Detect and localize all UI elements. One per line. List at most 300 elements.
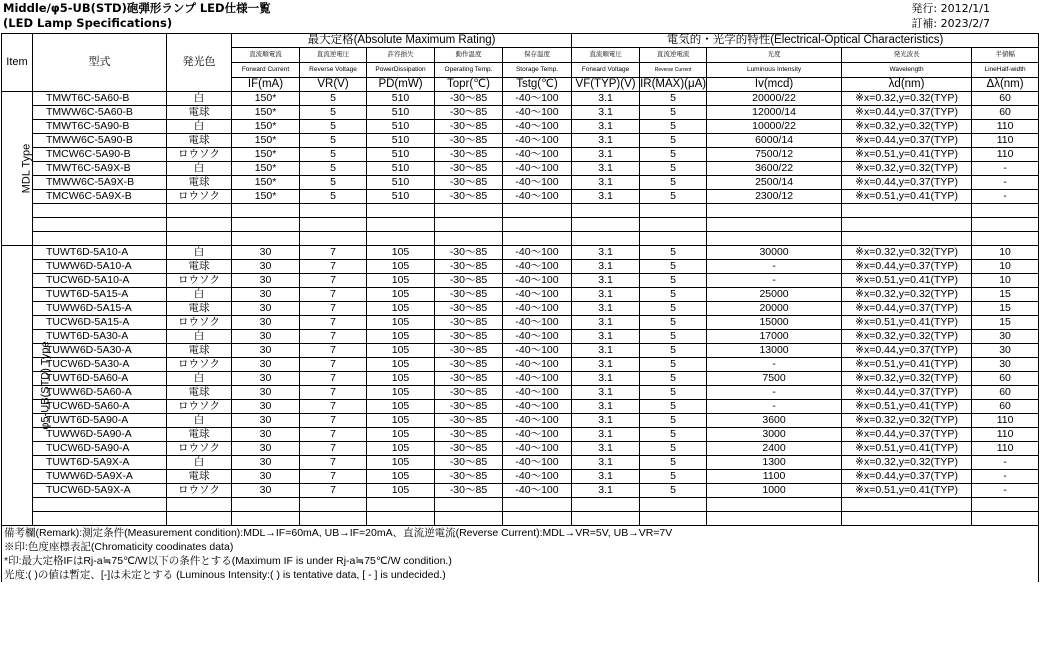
blank-cell xyxy=(232,512,300,526)
column-header-jp: 半値幅 xyxy=(972,48,1039,63)
cell-color: ロウソク xyxy=(167,400,232,414)
cell-power-dissipation: 105 xyxy=(367,442,435,456)
cell-color: 電球 xyxy=(167,134,232,148)
group-label xyxy=(2,246,52,526)
cell-angle: 60 xyxy=(972,400,1039,414)
cell-forward-voltage: 3.1 xyxy=(572,484,640,498)
cell-angle: 15 xyxy=(972,302,1039,316)
cell-storage-temp: -40～100 xyxy=(503,120,572,134)
cell-model: TUWW6D-5A30-A xyxy=(33,344,167,358)
blank-cell xyxy=(300,218,367,232)
blank-cell xyxy=(707,232,842,246)
cell-power-dissipation: 105 xyxy=(367,260,435,274)
table-row xyxy=(2,134,1039,148)
cell-angle: - xyxy=(972,190,1039,204)
cell-forward-current: 30 xyxy=(232,456,300,470)
blank-cell xyxy=(435,218,503,232)
cell-forward-current: 30 xyxy=(232,484,300,498)
blank-cell xyxy=(33,232,167,246)
blank-cell xyxy=(435,204,503,218)
cell-reverse-current: 5 xyxy=(640,134,707,148)
cell-forward-voltage: 3.1 xyxy=(572,134,640,148)
cell-forward-voltage: 3.1 xyxy=(572,372,640,386)
cell-forward-voltage: 3.1 xyxy=(572,428,640,442)
cell-angle: 110 xyxy=(972,428,1039,442)
cell-reverse-current: 5 xyxy=(640,260,707,274)
column-header-jp: 保存温度 xyxy=(503,48,572,63)
cell-reverse-current: 5 xyxy=(640,484,707,498)
cell-angle: 110 xyxy=(972,148,1039,162)
column-header-jp: 直流順電圧 xyxy=(572,48,640,63)
cell-color: 白 xyxy=(167,246,232,260)
column-header-en: Storage Temp. xyxy=(503,63,572,78)
cell-color: 電球 xyxy=(167,386,232,400)
cell-color: 電球 xyxy=(167,428,232,442)
cell-forward-voltage: 3.1 xyxy=(572,400,640,414)
cell-forward-current: 150* xyxy=(232,162,300,176)
cell-reverse-voltage: 7 xyxy=(300,330,367,344)
cell-reverse-current: 5 xyxy=(640,162,707,176)
cell-storage-temp: -40～100 xyxy=(503,358,572,372)
blank-cell xyxy=(842,232,972,246)
table-row xyxy=(2,120,1039,134)
cell-model: TUWT6D-5A60-A xyxy=(33,372,167,386)
cell-luminous-intensity: 30000 xyxy=(707,246,842,260)
cell-reverse-voltage: 7 xyxy=(300,484,367,498)
cell-reverse-voltage: 5 xyxy=(300,106,367,120)
blank-cell xyxy=(33,512,167,526)
cell-angle: 10 xyxy=(972,260,1039,274)
blank-cell xyxy=(972,204,1039,218)
cell-luminous-intensity: 20000 xyxy=(707,302,842,316)
cell-power-dissipation: 105 xyxy=(367,344,435,358)
cell-storage-temp: -40～100 xyxy=(503,414,572,428)
cell-power-dissipation: 105 xyxy=(367,330,435,344)
cell-storage-temp: -40～100 xyxy=(503,148,572,162)
cell-forward-current: 150* xyxy=(232,106,300,120)
document-subtitle: (LED Lamp Specifications) xyxy=(3,16,173,30)
cell-luminous-intensity: - xyxy=(707,358,842,372)
blank-cell xyxy=(972,218,1039,232)
table-row xyxy=(2,190,1039,204)
cell-reverse-voltage: 5 xyxy=(300,134,367,148)
column-header-en: LineHalf-width xyxy=(972,63,1039,78)
cell-model: TUCW6D-5A15-A xyxy=(33,316,167,330)
cell-operating-temp: -30～85 xyxy=(435,162,503,176)
column-unit: Δλ(nm) xyxy=(972,78,1039,92)
remark-row xyxy=(2,554,1039,568)
cell-chromaticity: ※x=0.51,y=0.41(TYP) xyxy=(842,442,972,456)
column-unit: λd(nm) xyxy=(842,78,972,92)
max-rating-group-header: 最大定格(Absolute Maximum Rating) xyxy=(232,34,572,48)
cell-model: TUWT6D-5A9X-A xyxy=(33,456,167,470)
cell-luminous-intensity: 1300 xyxy=(707,456,842,470)
cell-reverse-current: 5 xyxy=(640,92,707,106)
cell-forward-voltage: 3.1 xyxy=(572,106,640,120)
cell-model: TUCW6D-5A30-A xyxy=(33,358,167,372)
cell-angle: - xyxy=(972,176,1039,190)
cell-operating-temp: -30～85 xyxy=(435,134,503,148)
cell-reverse-current: 5 xyxy=(640,372,707,386)
cell-luminous-intensity: 13000 xyxy=(707,344,842,358)
table-row xyxy=(2,148,1039,162)
remark-row xyxy=(2,526,1039,541)
color-header: 発光色 xyxy=(167,34,232,92)
cell-forward-voltage: 3.1 xyxy=(572,344,640,358)
cell-forward-current: 30 xyxy=(232,274,300,288)
cell-chromaticity: ※x=0.32,y=0.32(TYP) xyxy=(842,162,972,176)
cell-forward-current: 30 xyxy=(232,442,300,456)
cell-reverse-voltage: 7 xyxy=(300,372,367,386)
cell-operating-temp: -30～85 xyxy=(435,246,503,260)
cell-storage-temp: -40～100 xyxy=(503,274,572,288)
cell-power-dissipation: 510 xyxy=(367,148,435,162)
column-header-en: Luminous Intensity xyxy=(707,63,842,78)
column-header-en: Forward Current xyxy=(232,63,300,78)
cell-reverse-current: 5 xyxy=(640,176,707,190)
cell-storage-temp: -40～100 xyxy=(503,442,572,456)
table-row xyxy=(2,302,1039,316)
cell-operating-temp: -30～85 xyxy=(435,302,503,316)
blank-cell xyxy=(503,498,572,512)
cell-operating-temp: -30～85 xyxy=(435,120,503,134)
cell-reverse-voltage: 5 xyxy=(300,190,367,204)
blank-cell xyxy=(33,498,167,512)
cell-power-dissipation: 105 xyxy=(367,386,435,400)
cell-luminous-intensity: 3600 xyxy=(707,414,842,428)
cell-model: TUWT6D-5A30-A xyxy=(33,330,167,344)
cell-reverse-current: 5 xyxy=(640,400,707,414)
cell-forward-voltage: 3.1 xyxy=(572,120,640,134)
cell-forward-current: 150* xyxy=(232,134,300,148)
blank-cell xyxy=(435,512,503,526)
cell-chromaticity: ※x=0.32,y=0.32(TYP) xyxy=(842,372,972,386)
cell-operating-temp: -30～85 xyxy=(435,414,503,428)
table-row xyxy=(2,162,1039,176)
cell-luminous-intensity: 3600/22 xyxy=(707,162,842,176)
cell-luminous-intensity: 2400 xyxy=(707,442,842,456)
cell-luminous-intensity: 10000/22 xyxy=(707,120,842,134)
cell-reverse-voltage: 7 xyxy=(300,470,367,484)
blank-cell xyxy=(367,218,435,232)
table-row xyxy=(2,372,1039,386)
cell-luminous-intensity: 6000/14 xyxy=(707,134,842,148)
table-row xyxy=(2,92,1039,106)
cell-angle: - xyxy=(972,470,1039,484)
cell-color: 電球 xyxy=(167,106,232,120)
cell-model: TMWT6C-5A60-B xyxy=(33,92,167,106)
blank-cell xyxy=(232,232,300,246)
blank-cell xyxy=(503,512,572,526)
cell-operating-temp: -30～85 xyxy=(435,106,503,120)
model-header: 型式 xyxy=(33,34,167,92)
cell-model: TMCW6C-5A9X-B xyxy=(33,190,167,204)
cell-reverse-voltage: 7 xyxy=(300,414,367,428)
cell-forward-current: 30 xyxy=(232,400,300,414)
cell-operating-temp: -30～85 xyxy=(435,484,503,498)
column-unit: Iv(mcd) xyxy=(707,78,842,92)
cell-storage-temp: -40～100 xyxy=(503,316,572,330)
blank-row xyxy=(2,498,1039,512)
cell-power-dissipation: 105 xyxy=(367,428,435,442)
cell-color: 白 xyxy=(167,120,232,134)
cell-color: 電球 xyxy=(167,176,232,190)
cell-model: TMCW6C-5A90-B xyxy=(33,148,167,162)
cell-forward-voltage: 3.1 xyxy=(572,302,640,316)
column-unit: PD(mW) xyxy=(367,78,435,92)
blank-cell xyxy=(367,498,435,512)
cell-luminous-intensity: 12000/14 xyxy=(707,106,842,120)
cell-luminous-intensity: 3000 xyxy=(707,428,842,442)
table-row xyxy=(2,414,1039,428)
blank-cell xyxy=(640,218,707,232)
remark-row xyxy=(2,568,1039,582)
cell-forward-current: 30 xyxy=(232,414,300,428)
cell-chromaticity: ※x=0.32,y=0.32(TYP) xyxy=(842,330,972,344)
remark-line: 光度:( )の値は暫定、[-]は未定とする (Luminous Intensity:( ) is tentative data, [ - ] is undecided.) xyxy=(2,568,1039,582)
cell-chromaticity: ※x=0.51,y=0.41(TYP) xyxy=(842,190,972,204)
blank-cell xyxy=(572,218,640,232)
cell-chromaticity: ※x=0.44,y=0.37(TYP) xyxy=(842,260,972,274)
cell-storage-temp: -40～100 xyxy=(503,134,572,148)
column-header-jp: 直流逆電圧 xyxy=(300,48,367,63)
cell-angle: 110 xyxy=(972,134,1039,148)
blank-cell xyxy=(842,498,972,512)
cell-forward-current: 30 xyxy=(232,330,300,344)
blank-cell xyxy=(232,498,300,512)
cell-operating-temp: -30～85 xyxy=(435,288,503,302)
cell-reverse-current: 5 xyxy=(640,442,707,456)
cell-reverse-voltage: 7 xyxy=(300,316,367,330)
cell-angle: 30 xyxy=(972,344,1039,358)
cell-chromaticity: ※x=0.32,y=0.32(TYP) xyxy=(842,120,972,134)
cell-reverse-current: 5 xyxy=(640,120,707,134)
cell-operating-temp: -30～85 xyxy=(435,148,503,162)
cell-luminous-intensity: 7500/12 xyxy=(707,148,842,162)
cell-luminous-intensity: 1000 xyxy=(707,484,842,498)
table-row xyxy=(2,484,1039,498)
table-row xyxy=(2,344,1039,358)
blank-cell xyxy=(842,204,972,218)
cell-forward-voltage: 3.1 xyxy=(572,190,640,204)
blank-cell xyxy=(367,204,435,218)
blank-cell xyxy=(300,498,367,512)
blank-cell xyxy=(367,232,435,246)
cell-angle: 60 xyxy=(972,106,1039,120)
table-row xyxy=(2,274,1039,288)
cell-power-dissipation: 510 xyxy=(367,120,435,134)
cell-storage-temp: -40～100 xyxy=(503,372,572,386)
table-row xyxy=(2,456,1039,470)
cell-power-dissipation: 105 xyxy=(367,470,435,484)
blank-cell xyxy=(300,204,367,218)
cell-color: 白 xyxy=(167,372,232,386)
cell-operating-temp: -30～85 xyxy=(435,400,503,414)
blank-row xyxy=(2,204,1039,218)
cell-chromaticity: ※x=0.44,y=0.37(TYP) xyxy=(842,470,972,484)
cell-reverse-voltage: 5 xyxy=(300,120,367,134)
cell-luminous-intensity: 2500/14 xyxy=(707,176,842,190)
cell-model: TMWT6C-5A9X-B xyxy=(33,162,167,176)
cell-color: 白 xyxy=(167,92,232,106)
cell-forward-voltage: 3.1 xyxy=(572,176,640,190)
cell-forward-voltage: 3.1 xyxy=(572,162,640,176)
cell-operating-temp: -30～85 xyxy=(435,260,503,274)
cell-chromaticity: ※x=0.32,y=0.32(TYP) xyxy=(842,414,972,428)
blank-cell xyxy=(33,204,167,218)
cell-storage-temp: -40～100 xyxy=(503,302,572,316)
column-header-en: Wavelength xyxy=(842,63,972,78)
cell-operating-temp: -30～85 xyxy=(435,92,503,106)
cell-storage-temp: -40～100 xyxy=(503,330,572,344)
blank-cell xyxy=(640,232,707,246)
cell-storage-temp: -40～100 xyxy=(503,400,572,414)
cell-chromaticity: ※x=0.32,y=0.32(TYP) xyxy=(842,288,972,302)
cell-model: TUCW6D-5A9X-A xyxy=(33,484,167,498)
table-row xyxy=(2,428,1039,442)
table-row xyxy=(2,288,1039,302)
cell-reverse-voltage: 7 xyxy=(300,428,367,442)
cell-operating-temp: -30～85 xyxy=(435,316,503,330)
blank-cell xyxy=(572,204,640,218)
cell-model: TUWW6D-5A15-A xyxy=(33,302,167,316)
cell-forward-voltage: 3.1 xyxy=(572,358,640,372)
issued-date: 発行: 2012/1/1 xyxy=(911,2,990,15)
cell-angle: 30 xyxy=(972,330,1039,344)
cell-chromaticity: ※x=0.51,y=0.41(TYP) xyxy=(842,274,972,288)
cell-storage-temp: -40～100 xyxy=(503,106,572,120)
blank-cell xyxy=(232,204,300,218)
cell-forward-voltage: 3.1 xyxy=(572,92,640,106)
blank-cell xyxy=(300,232,367,246)
column-header-jp: 動作温度 xyxy=(435,48,503,63)
blank-cell xyxy=(503,232,572,246)
cell-reverse-current: 5 xyxy=(640,302,707,316)
cell-power-dissipation: 510 xyxy=(367,190,435,204)
cell-reverse-voltage: 7 xyxy=(300,456,367,470)
cell-model: TUWT6D-5A15-A xyxy=(33,288,167,302)
cell-forward-current: 30 xyxy=(232,372,300,386)
cell-operating-temp: -30～85 xyxy=(435,442,503,456)
cell-power-dissipation: 510 xyxy=(367,106,435,120)
table-row xyxy=(2,330,1039,344)
column-header-en: Operating Temp. xyxy=(435,63,503,78)
cell-chromaticity: ※x=0.44,y=0.37(TYP) xyxy=(842,344,972,358)
column-header-jp: 許容損失 xyxy=(367,48,435,63)
cell-power-dissipation: 105 xyxy=(367,358,435,372)
cell-color: ロウソク xyxy=(167,148,232,162)
cell-reverse-current: 5 xyxy=(640,148,707,162)
cell-color: 電球 xyxy=(167,470,232,484)
cell-chromaticity: ※x=0.44,y=0.37(TYP) xyxy=(842,428,972,442)
cell-reverse-current: 5 xyxy=(640,344,707,358)
blank-cell xyxy=(232,218,300,232)
cell-reverse-voltage: 7 xyxy=(300,344,367,358)
table-row xyxy=(2,176,1039,190)
cell-model: TUWW6D-5A60-A xyxy=(33,386,167,400)
cell-reverse-voltage: 7 xyxy=(300,274,367,288)
cell-forward-voltage: 3.1 xyxy=(572,470,640,484)
cell-angle: 15 xyxy=(972,288,1039,302)
table-row xyxy=(2,470,1039,484)
cell-forward-current: 150* xyxy=(232,148,300,162)
cell-luminous-intensity: 20000/22 xyxy=(707,92,842,106)
cell-operating-temp: -30～85 xyxy=(435,470,503,484)
cell-chromaticity: ※x=0.32,y=0.32(TYP) xyxy=(842,92,972,106)
cell-power-dissipation: 510 xyxy=(367,162,435,176)
blank-cell xyxy=(167,512,232,526)
cell-reverse-voltage: 7 xyxy=(300,386,367,400)
cell-reverse-voltage: 5 xyxy=(300,162,367,176)
column-header-en: PowerDissipation xyxy=(367,63,435,78)
table-row xyxy=(2,386,1039,400)
column-unit: Tstg(℃) xyxy=(503,78,572,92)
cell-forward-voltage: 3.1 xyxy=(572,386,640,400)
cell-forward-current: 30 xyxy=(232,288,300,302)
blank-cell xyxy=(972,512,1039,526)
cell-power-dissipation: 105 xyxy=(367,400,435,414)
cell-model: TUCW6D-5A90-A xyxy=(33,442,167,456)
cell-reverse-current: 5 xyxy=(640,414,707,428)
eo-characteristics-group-header: 電気的・光学的特性(Electrical-Optical Characteristics) xyxy=(572,34,1039,48)
cell-reverse-voltage: 7 xyxy=(300,246,367,260)
cell-chromaticity: ※x=0.44,y=0.37(TYP) xyxy=(842,106,972,120)
table-row xyxy=(2,246,1039,260)
cell-forward-voltage: 3.1 xyxy=(572,414,640,428)
blank-cell xyxy=(707,512,842,526)
cell-forward-voltage: 3.1 xyxy=(572,442,640,456)
group-label xyxy=(2,92,33,246)
cell-reverse-current: 5 xyxy=(640,106,707,120)
blank-cell xyxy=(707,204,842,218)
cell-storage-temp: -40～100 xyxy=(503,456,572,470)
cell-forward-voltage: 3.1 xyxy=(572,148,640,162)
blank-cell xyxy=(167,218,232,232)
cell-angle: 110 xyxy=(972,414,1039,428)
cell-chromaticity: ※x=0.32,y=0.32(TYP) xyxy=(842,456,972,470)
cell-angle: - xyxy=(972,484,1039,498)
cell-angle: 15 xyxy=(972,316,1039,330)
column-header-jp: 発光波長 xyxy=(842,48,972,63)
cell-forward-current: 30 xyxy=(232,302,300,316)
cell-power-dissipation: 105 xyxy=(367,316,435,330)
cell-power-dissipation: 510 xyxy=(367,176,435,190)
cell-storage-temp: -40～100 xyxy=(503,92,572,106)
cell-reverse-current: 5 xyxy=(640,274,707,288)
cell-model: TMWT6C-5A90-B xyxy=(33,120,167,134)
cell-power-dissipation: 105 xyxy=(367,414,435,428)
cell-chromaticity: ※x=0.51,y=0.41(TYP) xyxy=(842,358,972,372)
cell-angle: 60 xyxy=(972,92,1039,106)
cell-operating-temp: -30～85 xyxy=(435,176,503,190)
table-row xyxy=(2,260,1039,274)
cell-forward-current: 150* xyxy=(232,190,300,204)
cell-forward-current: 30 xyxy=(232,344,300,358)
cell-color: ロウソク xyxy=(167,358,232,372)
cell-storage-temp: -40～100 xyxy=(503,470,572,484)
cell-luminous-intensity: 25000 xyxy=(707,288,842,302)
cell-model: TUWT6D-5A10-A xyxy=(33,246,167,260)
blank-cell xyxy=(167,498,232,512)
cell-luminous-intensity: - xyxy=(707,260,842,274)
cell-angle: 10 xyxy=(972,246,1039,260)
cell-storage-temp: -40～100 xyxy=(503,288,572,302)
cell-color: ロウソク xyxy=(167,274,232,288)
cell-power-dissipation: 510 xyxy=(367,134,435,148)
cell-forward-current: 30 xyxy=(232,470,300,484)
cell-reverse-current: 5 xyxy=(640,456,707,470)
document-title: Middle/φ5-UB(STD)砲弾形ランプ LED仕様一覧 xyxy=(3,1,271,15)
